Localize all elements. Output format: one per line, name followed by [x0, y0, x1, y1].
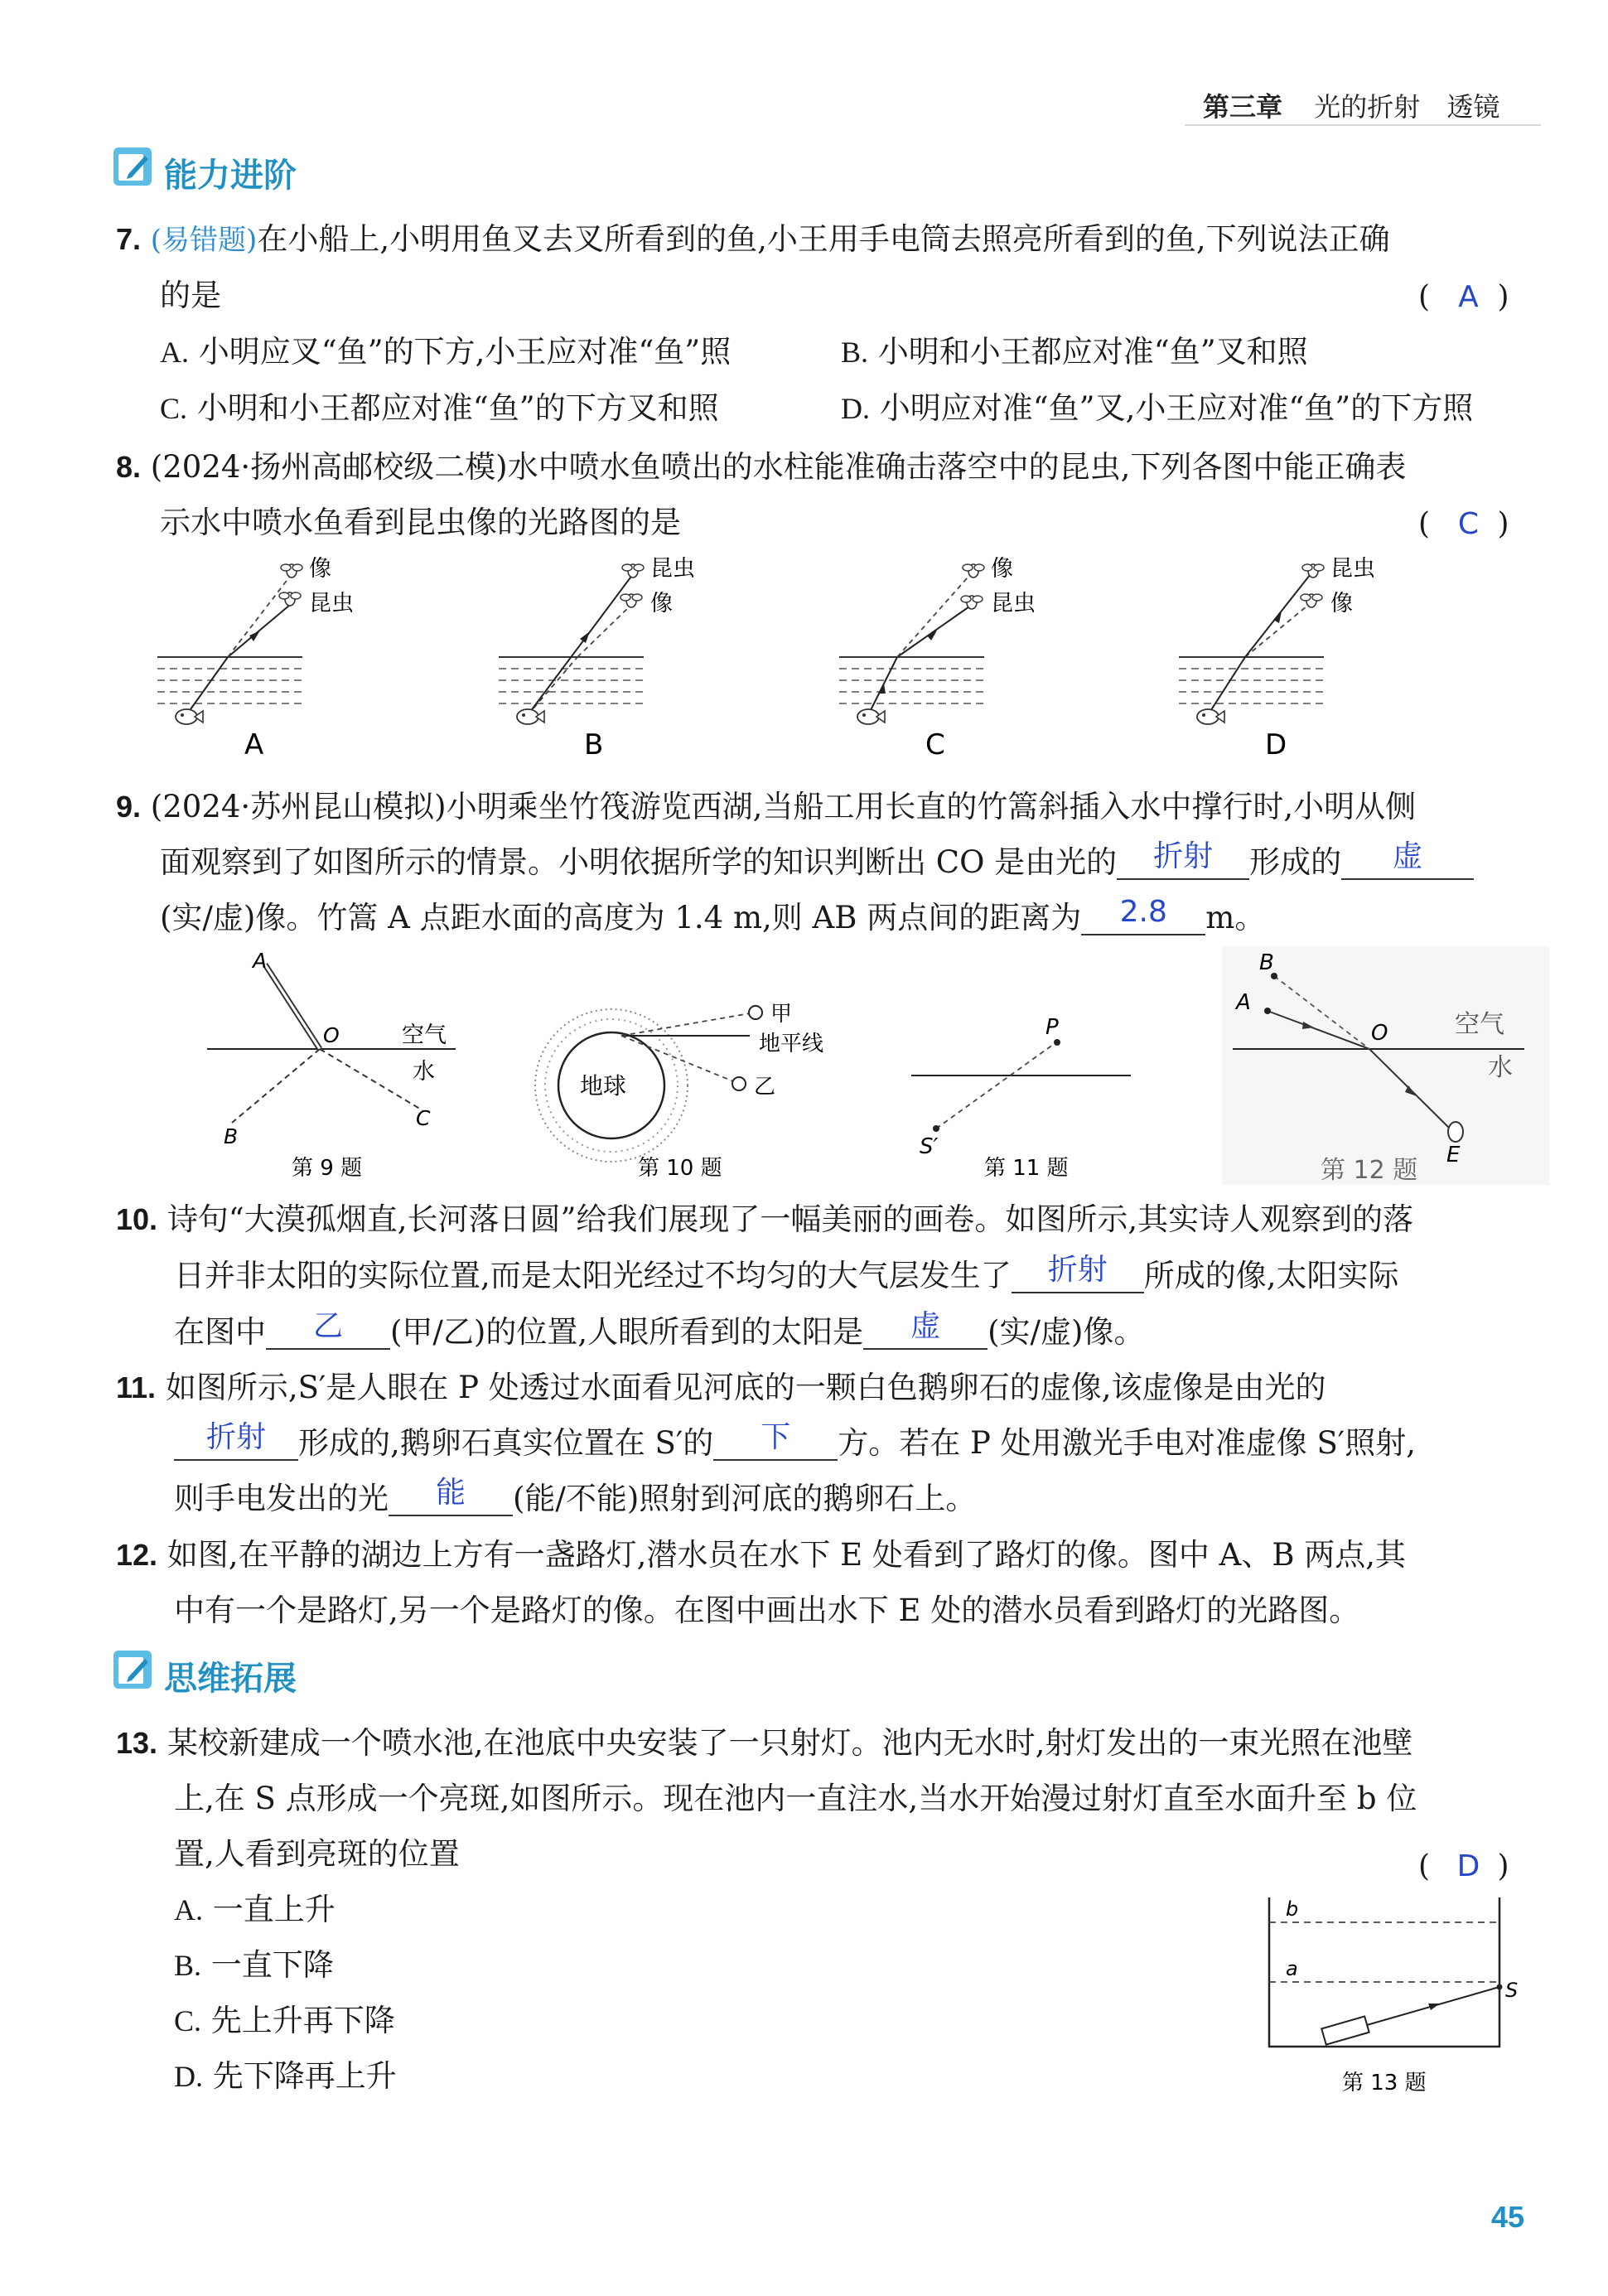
question-text: 如图,在平静的湖边上方有一盏路灯,潜水员在水下 E 处看到了路灯的像。图中 A、B 两点,其 [167, 1537, 1407, 1573]
question-11-line2: 折射 形成的,鹅卵石真实位置在 S′的 下 方。若在 P 处用激光手电对准虚像 S′照射, [174, 1428, 1416, 1461]
blank-10-2[interactable]: 乙 [266, 1317, 390, 1350]
blank-9-3[interactable]: 2.8 [1081, 902, 1205, 935]
question-number: 12. [116, 1538, 158, 1572]
fig-c-top-label: 像 [991, 556, 1013, 582]
chapter-section: 光的折射 [1314, 91, 1421, 123]
fig9-label-a: A [253, 949, 268, 973]
chapter-header [1203, 86, 1499, 124]
section-title-extension: 思维拓展 [164, 1660, 297, 1698]
header-divider [1185, 124, 1541, 126]
fig12-label-b: B [1259, 950, 1274, 975]
fig-d-top-label: 昆虫 [1330, 556, 1375, 582]
figure-13 [1259, 1889, 1533, 2096]
question-7 [116, 221, 1390, 257]
option-13d: D. 先下降再上升 [174, 2058, 397, 2094]
answer-7: A [1458, 280, 1479, 314]
fig11-label-s: S′ [920, 1134, 939, 1159]
option-7c: C. 小明和小王都应对准“鱼”的下方叉和照 [160, 390, 719, 426]
fig12-label-o: O [1371, 1021, 1388, 1046]
question-text: 小明乘坐竹筏游览西湖,当船工用长直的竹篙斜插入水中撑行时,小明从侧 [446, 789, 1417, 824]
fig-b-bottom-label: 像 [650, 591, 673, 616]
question-9-line3: (实/虚)像。竹篙 A 点距水面的高度为 1.4 m,则 AB 两点间的距离为 2.8 m。 [160, 895, 1266, 935]
answer-8: C [1457, 507, 1480, 541]
fig-b-top-label: 昆虫 [650, 556, 695, 582]
page-number: 45 [1491, 2200, 1525, 2234]
question-text: 诗句“大漠孤烟直,长河落日圆”给我们展现了一幅美丽的画卷。如图所示,其实诗人观察到的落 [167, 1201, 1414, 1237]
blank-9-2[interactable]: 虚 [1341, 847, 1474, 880]
chapter-number: 第三章 [1203, 91, 1283, 123]
fig13-label-s: S [1505, 1979, 1519, 2002]
chapter-topic: 透镜 [1446, 91, 1500, 123]
question-text: 如图所示,S′是人眼在 P 处透过水面看见河底的一颗白色鹅卵石的虚像,该虚像是由光的 [165, 1370, 1326, 1405]
fig11-point-s [933, 1125, 939, 1132]
figure-9 [207, 949, 456, 1181]
answer-13: D [1456, 1849, 1480, 1883]
figure-10 [535, 1002, 823, 1181]
fig9-caption: 第 9 题 [292, 1156, 363, 1181]
fig10-label-earth: 地球 [580, 1072, 627, 1100]
fig13-label-a: a [1286, 1957, 1298, 1980]
option-13a: A. 一直上升 [174, 1892, 336, 1927]
question-text: 水中喷水鱼喷出的水柱能准确击落空中的昆虫,下列各图中能正确表 [507, 449, 1407, 485]
fig13-spotlight [1321, 2017, 1369, 2045]
fig10-label-horizon: 地平线 [759, 1032, 824, 1056]
question-11 [116, 1372, 1326, 1403]
question-source: (2024·苏州昆山模拟) [150, 789, 447, 824]
q8-figure-c [839, 556, 1036, 761]
answer-bracket-13: ( D ) [1418, 1849, 1509, 1883]
blank-10-1[interactable]: 折射 [1012, 1260, 1144, 1293]
pencil-icon [112, 1649, 153, 1690]
fig12-label-a: A [1236, 990, 1251, 1015]
fig12-label-e: E [1446, 1143, 1461, 1167]
fig9-label-c: C [416, 1106, 431, 1130]
option-13c: C. 先上升再下降 [174, 2003, 395, 2038]
fig10-sun-jia [749, 1006, 762, 1019]
fig10-label-jia: 甲 [770, 1002, 793, 1027]
question-13-line3: 置,人看到亮斑的位置 [174, 1836, 460, 1872]
blank-9-1[interactable]: 折射 [1117, 847, 1249, 880]
q8-figure-d [1179, 556, 1375, 761]
question-8-line2: 示水中喷水鱼看到昆虫像的光路图的是 [160, 505, 681, 540]
fig-a-bottom-label: 昆虫 [309, 591, 354, 616]
fig12-diver-eye [1448, 1122, 1463, 1142]
blank-11-1[interactable]: 折射 [174, 1428, 298, 1461]
fig10-caption: 第 10 题 [638, 1156, 722, 1181]
answer-bracket-8: ( C ) [1418, 507, 1509, 541]
question-12-line2: 中有一个是路灯,另一个是路灯的像。在图中画出水下 E 处的潜水员看到路灯的光路图。 [174, 1593, 1360, 1628]
fig9-label-air: 空气 [402, 1022, 447, 1048]
option-7a: A. 小明应叉“鱼”的下方,小王应对准“鱼”照 [160, 334, 732, 370]
question-number: 7. [116, 222, 142, 256]
blank-11-2[interactable]: 下 [713, 1428, 838, 1461]
question-text: 某校新建成一个喷水池,在池底中央安装了一只射灯。池内无水时,射灯发出的一束光照在池壁 [167, 1725, 1413, 1761]
fig9-label-o: O [323, 1023, 340, 1047]
option-13b: B. 一直下降 [174, 1947, 334, 1983]
fig-a-top-label: 像 [309, 556, 331, 582]
question-9 [116, 791, 1416, 822]
fig11-caption: 第 11 题 [984, 1156, 1069, 1181]
question-text: 在小船上,小明用鱼叉去叉所看到的鱼,小王用手电筒去照亮所看到的鱼,下列说法正确 [257, 221, 1390, 257]
fig12-caption: 第 12 题 [1321, 1156, 1418, 1185]
blank-11-3[interactable]: 能 [389, 1483, 513, 1516]
fig-b-letter: B [584, 728, 604, 761]
fig13-label-b: b [1286, 1897, 1299, 1921]
fig9-image-line [320, 1049, 423, 1110]
question-tag: (易错题) [150, 224, 258, 257]
fig12-label-water: 水 [1488, 1053, 1513, 1082]
question-10-line3: 在图中 乙 (甲/乙)的位置,人眼所看到的太阳是 虚 (实/虚)像。 [174, 1309, 1145, 1350]
fig11-sight-line [936, 1042, 1056, 1129]
question-13-line2: 上,在 S 点形成一个亮斑,如图所示。现在池内一直注水,当水开始漫过射灯直至水面升至 b 位 [174, 1781, 1417, 1816]
question-10-line2: 日并非太阳的实际位置,而是太阳光经过不均匀的大气层发生了 折射 所成的像,太阳实际 [174, 1253, 1399, 1293]
option-7b: B. 小明和小王都应对准“鱼”叉和照 [841, 334, 1308, 370]
fig13-caption: 第 13 题 [1342, 2071, 1427, 2095]
fig9-label-b: B [224, 1124, 239, 1148]
fig12-point-a [1264, 1008, 1271, 1014]
question-10 [116, 1201, 1414, 1237]
fig-d-letter: D [1265, 728, 1287, 761]
answer-bracket-7: ( A ) [1418, 280, 1509, 314]
q8-figure-a [157, 556, 354, 761]
pencil-icon [112, 146, 153, 187]
section-title-advanced: 能力进阶 [164, 157, 297, 195]
fig13-pool [1269, 1897, 1499, 2047]
option-7d: D. 小明应对准“鱼”叉,小王应对准“鱼”的下方照 [841, 390, 1474, 426]
fig9-pole-underwater [232, 1049, 320, 1123]
question-11-line3: 则手电发出的光 能 (能/不能)照射到河底的鹅卵石上。 [174, 1476, 977, 1516]
question-12 [116, 1537, 1407, 1573]
question-8 [116, 449, 1407, 485]
question-number: 13. [116, 1726, 158, 1760]
fig10-sun-yi [732, 1077, 746, 1090]
fig12-label-air: 空气 [1455, 1010, 1504, 1039]
fig-a-letter: A [244, 728, 264, 761]
figure-11 [911, 1015, 1131, 1181]
figure-12 [1222, 946, 1549, 1185]
question-number: 9. [116, 790, 142, 824]
fig-c-bottom-label: 昆虫 [991, 591, 1036, 616]
question-9-line2: 面观察到了如图所示的情景。小明依据所学的知识判断出 CO 是由光的 折射 形成的 虚 [160, 847, 1474, 880]
figures-9-12 [191, 945, 1549, 1185]
question-number: 8. [116, 450, 142, 484]
blank-10-3[interactable]: 虚 [863, 1317, 987, 1350]
question-number: 11. [116, 1370, 157, 1404]
question-source: (2024·扬州高邮校级二模) [150, 449, 508, 485]
fig11-point-p [1054, 1039, 1060, 1046]
question-number: 10. [116, 1202, 158, 1236]
fig10-label-yi: 乙 [754, 1075, 776, 1100]
q8-figure-b [499, 556, 695, 761]
fig-c-letter: C [925, 728, 945, 761]
fig9-label-water: 水 [413, 1059, 435, 1085]
question-7-line2: 的是 [160, 278, 221, 313]
q8-figures [157, 551, 1417, 766]
fig11-label-p: P [1045, 1015, 1059, 1040]
fig-d-bottom-label: 像 [1330, 591, 1353, 616]
question-13 [116, 1725, 1413, 1761]
fig13-point-s [1497, 1984, 1503, 1990]
